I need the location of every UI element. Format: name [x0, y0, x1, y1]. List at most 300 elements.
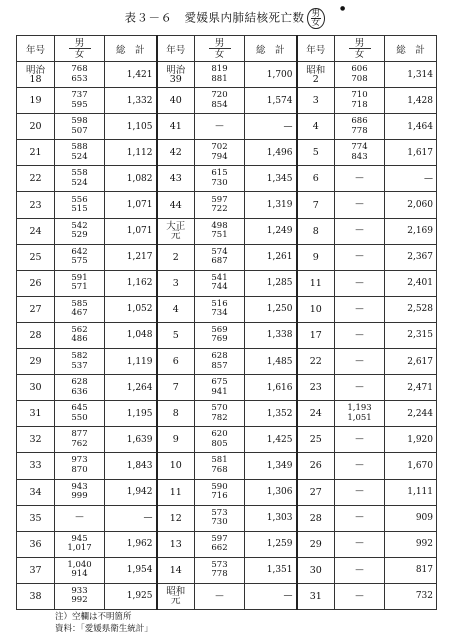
- title-sex-fraction: [307, 8, 324, 29]
- year-cell: [297, 375, 335, 401]
- male-female-cell-line: 854: [211, 99, 228, 110]
- table-row: [17, 62, 437, 88]
- male-female-cell-line: 870: [71, 464, 88, 475]
- year-cell-line: 17: [309, 329, 322, 341]
- year-cell: [157, 375, 195, 401]
- male-female-cell-line: 562: [71, 324, 88, 335]
- year-cell-line: 23: [29, 199, 42, 211]
- male-female-cell-line: 973: [71, 455, 88, 466]
- total-cell: 2,471: [385, 375, 437, 401]
- male-female-cell: [55, 531, 105, 557]
- male-female-cell-line: 857: [211, 360, 228, 371]
- table-row: [17, 166, 437, 192]
- male-female-cell-line: —: [355, 251, 364, 262]
- male-female-cell-line: —: [355, 486, 364, 497]
- male-female-cell: [55, 505, 105, 531]
- male-female-cell: [55, 62, 105, 88]
- year-cell-line: 25: [309, 434, 322, 446]
- year-cell-line: 28: [29, 329, 42, 341]
- male-female-cell: [335, 349, 385, 375]
- male-female-cell: [335, 531, 385, 557]
- male-female-cell: [55, 270, 105, 296]
- male-female-cell: [195, 166, 245, 192]
- year-cell: [17, 62, 55, 88]
- year-cell-line: 10: [309, 303, 322, 315]
- male-female-cell: [195, 296, 245, 322]
- year-cell-line: 34: [29, 486, 42, 498]
- total-cell: 1,261: [245, 244, 297, 270]
- total-cell: 1,954: [105, 557, 157, 583]
- table-row: [17, 244, 437, 270]
- total-cell: 1,306: [245, 479, 297, 505]
- title-frac-female: 女: [311, 18, 321, 28]
- table-row: [17, 88, 437, 114]
- male-female-cell-line: 591: [71, 272, 88, 283]
- year-cell-line: 11: [309, 277, 322, 289]
- header-year: 年号: [157, 36, 195, 62]
- year-cell-line: 31: [309, 590, 322, 602]
- male-female-cell-line: —: [355, 277, 364, 288]
- male-female-cell-line: 653: [71, 73, 88, 84]
- year-cell: [157, 401, 195, 427]
- year-cell-line: 29: [29, 356, 42, 368]
- male-female-cell-line: 636: [71, 386, 88, 397]
- male-female-cell: [335, 427, 385, 453]
- male-female-cell: [195, 479, 245, 505]
- male-female-cell-line: 768: [211, 464, 228, 475]
- male-female-cell: [195, 401, 245, 427]
- year-cell: [17, 375, 55, 401]
- male-female-cell-line: 628: [211, 351, 228, 362]
- table-row: [17, 375, 437, 401]
- male-female-cell-line: 762: [71, 438, 88, 449]
- male-female-cell-line: 575: [71, 256, 88, 267]
- year-cell: [297, 531, 335, 557]
- male-female-cell-line: 556: [71, 194, 88, 205]
- male-female-cell: [195, 322, 245, 348]
- total-cell: 1,111: [385, 479, 437, 505]
- male-female-cell: [55, 296, 105, 322]
- male-female-cell-line: 573: [211, 507, 228, 518]
- male-female-cell-line: 558: [71, 168, 88, 179]
- total-cell: —: [385, 166, 437, 192]
- notes: [55, 611, 153, 635]
- year-cell-line: 3: [172, 277, 179, 289]
- male-female-cell-line: 708: [351, 73, 368, 84]
- year-cell: [297, 322, 335, 348]
- male-female-cell-line: 945: [71, 533, 88, 544]
- year-cell: [297, 349, 335, 375]
- male-female-cell: [195, 453, 245, 479]
- male-female-cell-line: 498: [211, 220, 228, 231]
- male-female-cell-line: —: [355, 225, 364, 236]
- year-cell: [157, 218, 195, 244]
- male-female-cell-line: 819: [211, 64, 228, 75]
- year-cell-line: 19: [29, 95, 42, 107]
- male-female-cell: [335, 88, 385, 114]
- table-row: [17, 114, 437, 140]
- note-source: 資料：「愛媛県衛生統計」: [55, 624, 153, 634]
- year-cell: [157, 296, 195, 322]
- year-cell-line: 32: [29, 434, 42, 446]
- male-female-cell-line: 1,040: [67, 559, 92, 570]
- male-female-cell-line: 999: [71, 491, 88, 502]
- table-row: [17, 505, 437, 531]
- total-cell: 1,962: [105, 531, 157, 557]
- total-cell: —: [105, 505, 157, 531]
- male-female-cell-line: 778: [351, 125, 368, 136]
- male-female-cell: [55, 479, 105, 505]
- year-cell-line: 4: [172, 303, 179, 315]
- year-cell-line: 29: [309, 538, 322, 550]
- year-cell: [297, 427, 335, 453]
- year-cell-line: 26: [29, 277, 42, 289]
- total-cell: 2,315: [385, 322, 437, 348]
- year-cell-line: 14: [169, 564, 182, 576]
- header-female: 女: [214, 48, 225, 60]
- male-female-cell: [335, 218, 385, 244]
- total-cell: 1,332: [105, 88, 157, 114]
- total-cell: 1,264: [105, 375, 157, 401]
- male-female-cell: [335, 296, 385, 322]
- header-total: 総 計: [385, 36, 437, 62]
- table-row: [17, 349, 437, 375]
- year-cell: [17, 166, 55, 192]
- total-cell: 2,060: [385, 192, 437, 218]
- male-female-cell-line: 710: [351, 90, 368, 101]
- male-female-cell: [335, 479, 385, 505]
- year-cell-line: 大正: [166, 221, 186, 233]
- year-cell-line: 昭和: [166, 586, 186, 598]
- male-female-cell-line: 720: [211, 90, 228, 101]
- male-female-cell-line: 941: [211, 386, 228, 397]
- year-cell-line: 42: [169, 147, 182, 159]
- male-female-cell-line: 1,193: [347, 403, 372, 414]
- male-female-cell: [55, 140, 105, 166]
- year-cell: [17, 140, 55, 166]
- total-cell: 1,162: [105, 270, 157, 296]
- table-row: [17, 531, 437, 557]
- year-cell-line: 明治: [166, 64, 186, 76]
- year-cell-line: 7: [312, 199, 319, 211]
- table-row: [17, 192, 437, 218]
- male-female-cell: [55, 375, 105, 401]
- male-female-cell-line: —: [355, 538, 364, 549]
- male-female-cell-line: 1,017: [67, 543, 92, 554]
- year-cell: [297, 557, 335, 583]
- male-female-cell-line: 606: [351, 64, 368, 75]
- table-title: [0, 8, 449, 29]
- male-female-cell: [335, 453, 385, 479]
- year-cell-line: 12: [169, 512, 182, 524]
- male-female-cell-line: 645: [71, 403, 88, 414]
- year-cell-line: 41: [169, 121, 182, 133]
- male-female-cell-line: 516: [211, 298, 228, 309]
- year-cell-line: 13: [169, 538, 182, 550]
- total-cell: 1,351: [245, 557, 297, 583]
- year-cell-line: 30: [29, 382, 42, 394]
- male-female-cell-line: 686: [351, 116, 368, 127]
- male-female-cell-line: 687: [211, 256, 228, 267]
- total-cell: 732: [385, 583, 437, 609]
- table-row: [17, 427, 437, 453]
- year-cell: [17, 322, 55, 348]
- male-female-cell-line: 573: [211, 559, 228, 570]
- year-cell-line: 20: [29, 121, 42, 133]
- male-female-cell-line: 642: [71, 246, 88, 257]
- total-cell: 1,119: [105, 349, 157, 375]
- male-female-cell: [55, 88, 105, 114]
- male-female-cell: [335, 192, 385, 218]
- year-cell: [157, 244, 195, 270]
- male-female-cell-line: 737: [71, 90, 88, 101]
- male-female-cell-line: 598: [71, 116, 88, 127]
- male-female-cell-line: 768: [71, 64, 88, 75]
- male-female-cell: [335, 270, 385, 296]
- title-frac-male: 男: [311, 9, 321, 19]
- total-cell: 1,464: [385, 114, 437, 140]
- year-cell: [17, 296, 55, 322]
- year-cell-line: 8: [172, 408, 179, 420]
- male-female-cell: [195, 427, 245, 453]
- year-cell: [157, 166, 195, 192]
- year-cell-line: 10: [169, 460, 182, 472]
- year-cell: [297, 114, 335, 140]
- male-female-cell-line: 467: [71, 308, 88, 319]
- year-cell: [297, 401, 335, 427]
- male-female-cell-line: 1,051: [347, 412, 372, 423]
- year-cell-line: 27: [29, 303, 42, 315]
- year-cell-line: 28: [309, 512, 322, 524]
- male-female-cell: [335, 244, 385, 270]
- header-row: [17, 36, 437, 62]
- male-female-cell-line: —: [355, 564, 364, 575]
- male-female-cell-line: 628: [71, 377, 88, 388]
- year-cell: [17, 244, 55, 270]
- year-cell: [157, 270, 195, 296]
- table-row: [17, 583, 437, 609]
- year-cell-line: 22: [29, 173, 42, 185]
- male-female-cell: [335, 557, 385, 583]
- male-female-cell-line: 702: [211, 142, 228, 153]
- year-cell-line: 9: [172, 434, 179, 446]
- male-female-cell-line: 615: [211, 168, 228, 179]
- male-female-cell: [195, 270, 245, 296]
- year-cell: [17, 270, 55, 296]
- male-female-cell-line: 782: [211, 412, 228, 423]
- male-female-cell-line: 744: [211, 282, 228, 293]
- total-cell: 1,250: [245, 296, 297, 322]
- year-cell: [157, 479, 195, 505]
- male-female-cell-line: —: [355, 199, 364, 210]
- year-cell-line: 明治: [25, 64, 45, 76]
- year-cell: [297, 166, 335, 192]
- male-female-cell-line: 769: [211, 334, 228, 345]
- year-cell: [297, 218, 335, 244]
- year-cell: [17, 557, 55, 583]
- male-female-cell-line: —: [355, 381, 364, 392]
- header-total: 総 計: [105, 36, 157, 62]
- male-female-cell-line: 751: [211, 230, 228, 241]
- total-cell: 1,338: [245, 322, 297, 348]
- year-cell: [17, 114, 55, 140]
- year-cell: [157, 88, 195, 114]
- male-female-cell: [195, 192, 245, 218]
- total-cell: 1,052: [105, 296, 157, 322]
- male-female-cell: [195, 114, 245, 140]
- male-female-cell-line: 571: [71, 282, 88, 293]
- male-female-cell: [195, 349, 245, 375]
- total-cell: 1,217: [105, 244, 157, 270]
- year-cell: [297, 192, 335, 218]
- year-cell: [157, 531, 195, 557]
- title-text: 表３－６ 愛媛県内肺結核死亡数: [124, 10, 305, 25]
- total-cell: 1,314: [385, 62, 437, 88]
- header-sex: [195, 36, 245, 62]
- male-female-cell-line: —: [355, 329, 364, 340]
- year-cell-line: 5: [312, 147, 319, 159]
- year-cell-line: 6: [172, 356, 179, 368]
- header-male: 男: [69, 39, 91, 49]
- male-female-cell-line: 515: [71, 204, 88, 215]
- male-female-cell-line: 590: [211, 481, 228, 492]
- year-cell-line: 2: [312, 73, 319, 85]
- total-cell: 1,700: [245, 62, 297, 88]
- male-female-cell: [55, 349, 105, 375]
- total-cell: 1,496: [245, 140, 297, 166]
- total-cell: 1,942: [105, 479, 157, 505]
- total-cell: 1,071: [105, 192, 157, 218]
- male-female-cell: [335, 322, 385, 348]
- total-cell: —: [245, 114, 297, 140]
- year-cell: [17, 453, 55, 479]
- male-female-cell: [195, 218, 245, 244]
- male-female-cell: [55, 218, 105, 244]
- table-row: [17, 218, 437, 244]
- year-cell: [297, 583, 335, 609]
- year-cell: [297, 88, 335, 114]
- male-female-cell-line: 774: [351, 142, 368, 153]
- male-female-cell-line: 794: [211, 151, 228, 162]
- year-cell: [17, 192, 55, 218]
- male-female-cell-line: 588: [71, 142, 88, 153]
- male-female-cell: [335, 375, 385, 401]
- year-cell-line: 44: [169, 199, 182, 211]
- total-cell: 1,112: [105, 140, 157, 166]
- year-cell: [17, 427, 55, 453]
- male-female-cell-line: 529: [71, 230, 88, 241]
- male-female-cell-line: 569: [211, 324, 228, 335]
- male-female-cell-line: —: [355, 460, 364, 471]
- male-female-cell-line: 722: [211, 204, 228, 215]
- header-total: 総 計: [245, 36, 297, 62]
- year-cell-line: 元: [170, 595, 181, 607]
- note-blank-cells: 注）空欄は不明箇所: [55, 612, 132, 622]
- male-female-cell-line: 581: [211, 455, 228, 466]
- year-cell: [157, 427, 195, 453]
- male-female-cell-line: 730: [211, 517, 228, 528]
- male-female-cell-line: 730: [211, 177, 228, 188]
- year-cell-line: 7: [172, 382, 179, 394]
- male-female-cell-line: 662: [211, 543, 228, 554]
- total-cell: 1,352: [245, 401, 297, 427]
- male-female-cell: [335, 166, 385, 192]
- total-cell: 1,925: [105, 583, 157, 609]
- male-female-cell-line: 524: [71, 151, 88, 162]
- total-cell: 1,303: [245, 505, 297, 531]
- male-female-cell-line: —: [355, 303, 364, 314]
- year-cell: [297, 244, 335, 270]
- table-row: [17, 401, 437, 427]
- male-female-cell: [55, 427, 105, 453]
- total-cell: 1,574: [245, 88, 297, 114]
- table-row: [17, 140, 437, 166]
- deaths-table: [16, 35, 437, 610]
- total-cell: 1,425: [245, 427, 297, 453]
- total-cell: 2,617: [385, 349, 437, 375]
- total-cell: 817: [385, 557, 437, 583]
- male-female-cell: [55, 192, 105, 218]
- year-cell-line: 24: [29, 225, 42, 237]
- year-cell: [157, 583, 195, 609]
- year-cell-line: 9: [312, 251, 319, 263]
- total-cell: 909: [385, 505, 437, 531]
- male-female-cell: [335, 583, 385, 609]
- male-female-cell: [55, 401, 105, 427]
- table-row: [17, 296, 437, 322]
- year-cell-line: 26: [309, 460, 322, 472]
- year-cell: [17, 218, 55, 244]
- male-female-cell-line: 716: [211, 491, 228, 502]
- year-cell-line: 36: [29, 538, 42, 550]
- male-female-cell: [195, 505, 245, 531]
- year-cell-line: 25: [29, 251, 42, 263]
- table-body: [17, 62, 437, 610]
- male-female-cell: [195, 140, 245, 166]
- male-female-cell: [55, 244, 105, 270]
- header-female: 女: [74, 48, 85, 60]
- year-cell-line: 11: [169, 486, 182, 498]
- year-cell: [157, 114, 195, 140]
- total-cell: 2,401: [385, 270, 437, 296]
- year-cell: [297, 270, 335, 296]
- male-female-cell-line: 943: [71, 481, 88, 492]
- total-cell: 1,428: [385, 88, 437, 114]
- year-cell: [17, 349, 55, 375]
- total-cell: 1,259: [245, 531, 297, 557]
- male-female-cell: [195, 557, 245, 583]
- year-cell: [157, 322, 195, 348]
- year-cell-line: 39: [169, 73, 182, 85]
- year-cell: [17, 505, 55, 531]
- header-sex: [335, 36, 385, 62]
- table-row: [17, 270, 437, 296]
- table-row: [17, 557, 437, 583]
- male-female-cell: [195, 583, 245, 609]
- year-cell-line: 35: [29, 512, 42, 524]
- male-female-cell-line: —: [75, 512, 84, 523]
- year-cell: [17, 88, 55, 114]
- male-female-cell-line: 597: [211, 533, 228, 544]
- year-cell-line: 23: [309, 382, 322, 394]
- male-female-cell-line: 550: [71, 412, 88, 423]
- total-cell: 2,528: [385, 296, 437, 322]
- year-cell-line: 38: [29, 590, 42, 602]
- total-cell: 1,319: [245, 192, 297, 218]
- total-cell: 1,285: [245, 270, 297, 296]
- year-cell-line: 22: [309, 356, 322, 368]
- male-female-cell: [335, 62, 385, 88]
